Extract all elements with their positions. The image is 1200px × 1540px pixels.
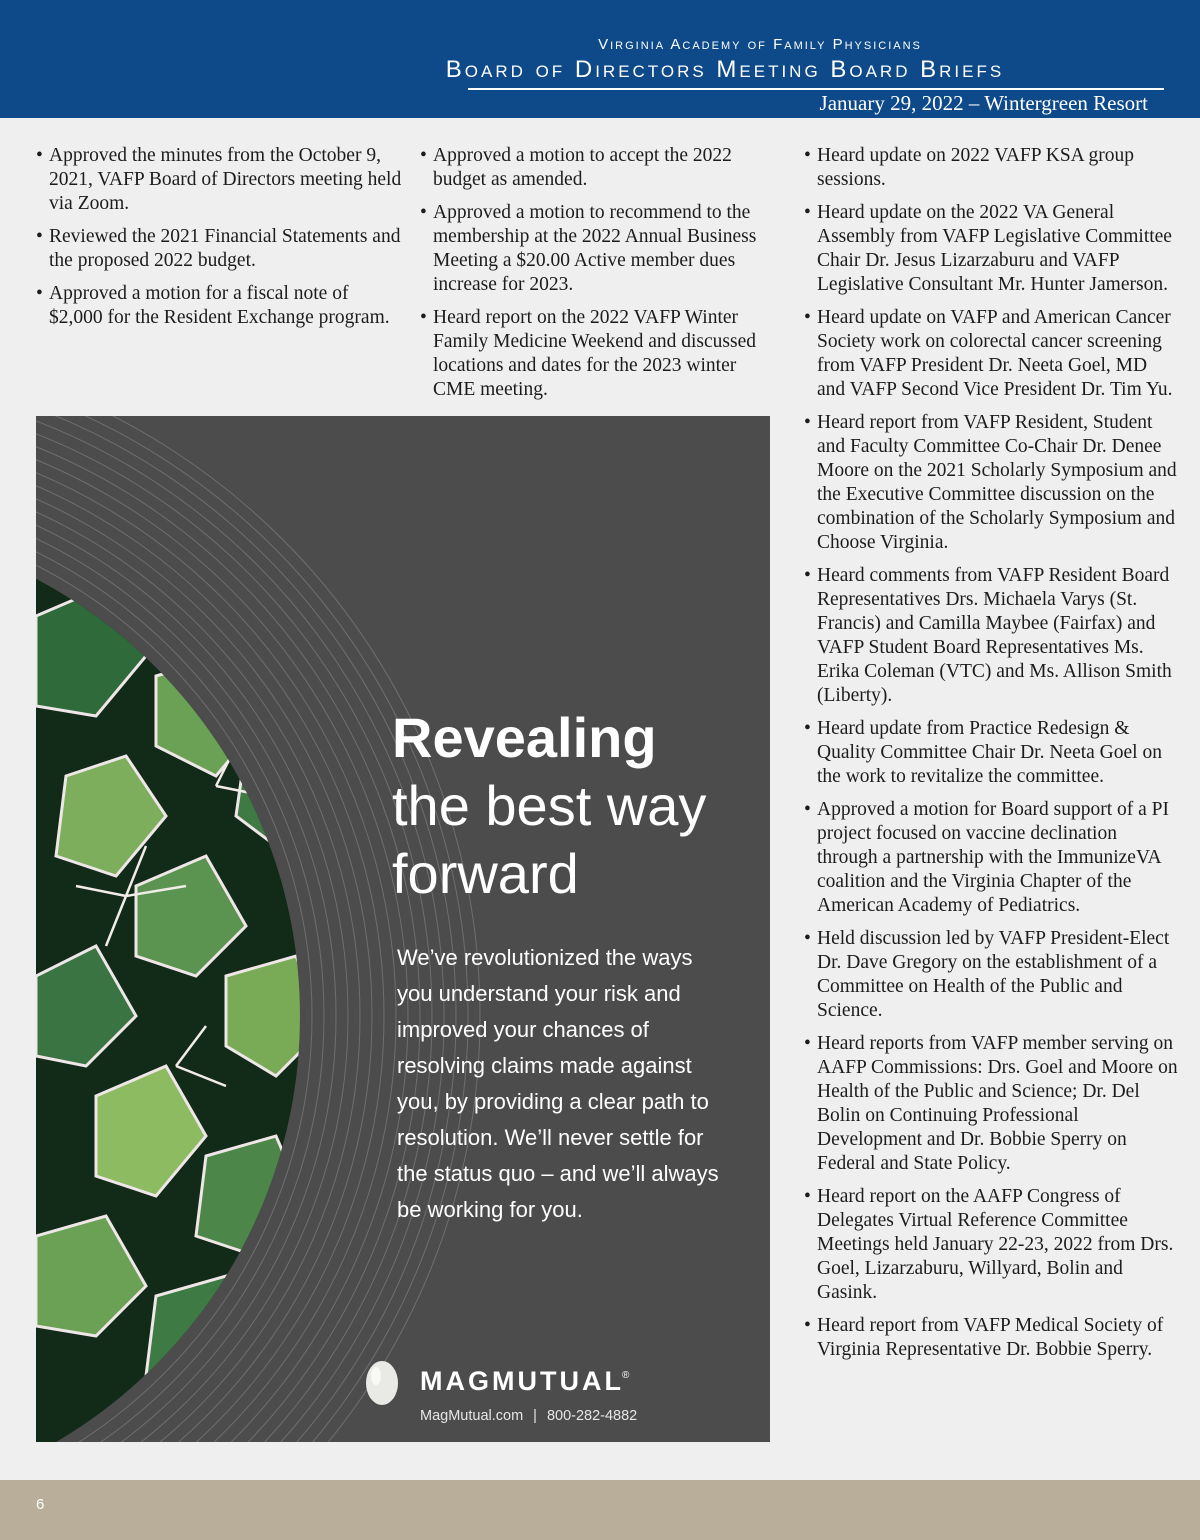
brief-item: • Held discussion led by VAFP President-Elect Dr. Dave Gregory on the establishment of a Committee on Health of the Public and Science.	[804, 927, 1178, 1023]
ad-headline	[392, 704, 706, 908]
ad-body-copy: We’ve revolutionized the ways you understand your risk and improved your chances of resolving claims made against you, by providing a clear path to resolution. We’ll never settle for the status quo – and we’ll always be working for you.	[397, 945, 719, 1222]
brief-item: • Approved a motion for Board support of a PI project focused on vaccine declination through a partnership with the ImmunizeVA coalition and the Virginia Chapter of the American Academy of Pediatrics.	[804, 798, 1178, 918]
briefs-column-1	[36, 144, 404, 339]
meeting-date-line: January 29, 2022 – Wintergreen Resort	[819, 91, 1148, 115]
registered-mark: ®	[622, 1370, 630, 1381]
brief-item: • Approved a motion for a fiscal note of $2,000 for the Resident Exchange program.	[36, 282, 404, 330]
organization-name: Virginia Academy of Family Physicians	[598, 36, 922, 53]
brief-item: • Heard report on the 2022 VAFP Winter Family Medicine Weekend and discussed locations and dates for the 2023 winter CME meeting.	[420, 306, 780, 402]
magmutual-egg-logo-icon	[364, 1356, 400, 1406]
ad-contact-line	[420, 1408, 637, 1424]
brief-item: • Reviewed the 2021 Financial Statements and the proposed 2022 budget.	[36, 225, 404, 273]
header-rule	[468, 88, 1164, 90]
succulent-photo	[36, 416, 336, 1442]
brief-item: • Heard report from VAFP Medical Society of Virginia Representative Dr. Bobbie Sperry.	[804, 1314, 1178, 1362]
website-link[interactable]: MagMutual.com	[420, 1408, 524, 1424]
page-number: 6	[36, 1496, 45, 1513]
contact-separator: |	[533, 1408, 537, 1424]
brief-item: • Heard update on VAFP and American Cancer Society work on colorectal cancer screening from VAFP President Dr. Neeta Goel, MD and VAFP Second Vice President Dr. Tim Yu.	[804, 306, 1178, 402]
brief-item: • Approved a motion to recommend to the membership at the 2022 Annual Business Meeting a $20.00 Active member dues increase for 2023.	[420, 201, 780, 297]
succulent-artwork	[36, 416, 770, 1442]
newsletter-title: Board of Directors Meeting Board Briefs	[445, 56, 1005, 83]
briefs-column-2	[420, 144, 780, 411]
ad-headline-line-3: forward	[392, 842, 579, 905]
ad-headline-line-1: Revealing	[392, 706, 657, 769]
brief-item: • Approved the minutes from the October 9, 2021, VAFP Board of Directors meeting held via Zoom.	[36, 144, 404, 216]
briefs-column-3	[804, 144, 1178, 1371]
brief-item: • Heard report on the AAFP Congress of Delegates Virtual Reference Committee Meetings held January 22-23, 2022 from Drs. Goel, Lizarzaburu, Willyard, Bolin and Gasink.	[804, 1185, 1178, 1305]
brief-item: • Heard update from Practice Redesign & Quality Committee Chair Dr. Neeta Goel on the work to revitalize the committee.	[804, 717, 1178, 789]
brief-item: • Approved a motion to accept the 2022 budget as amended.	[420, 144, 780, 192]
header-banner	[0, 0, 1200, 118]
brand-name: MAGMUTUAL	[420, 1366, 624, 1396]
ad-headline-line-2: the best way	[392, 774, 707, 837]
brief-item: • Heard reports from VAFP member serving on AAFP Commissions: Drs. Goel and Moore on Health of the Public and Science; Dr. Del Bolin on Continuing Professional Development and Dr. Bobbie Sperry on Federal and State Policy.	[804, 1032, 1178, 1176]
phone-number[interactable]: 800-282-4882	[546, 1408, 638, 1424]
brief-item: • Heard update on 2022 VAFP KSA group sessions.	[804, 144, 1178, 192]
magmutual-advertisement[interactable]	[36, 416, 770, 1442]
brief-item: • Heard report from VAFP Resident, Student and Faculty Committee Co-Chair Dr. Denee Moore on the 2021 Scholarly Symposium and the Executive Committee discussion on the combination of the Scholarly Symposium and Choose Virginia.	[804, 411, 1178, 555]
brief-item: • Heard comments from VAFP Resident Board Representatives Drs. Michaela Varys (St. Francis) and Camilla Maybee (Fairfax) and VAFP Student Board Representatives Ms. Erika Coleman (VTC) and Ms. Allison Smith (Liberty).	[804, 564, 1178, 708]
footer-bar	[0, 1480, 1200, 1540]
brief-item: • Heard update on the 2022 VA General Assembly from VAFP Legislative Committee Chair Dr. Jesus Lizarzaburu and VAFP Legislative Consultant Mr. Hunter Jamerson.	[804, 201, 1178, 297]
